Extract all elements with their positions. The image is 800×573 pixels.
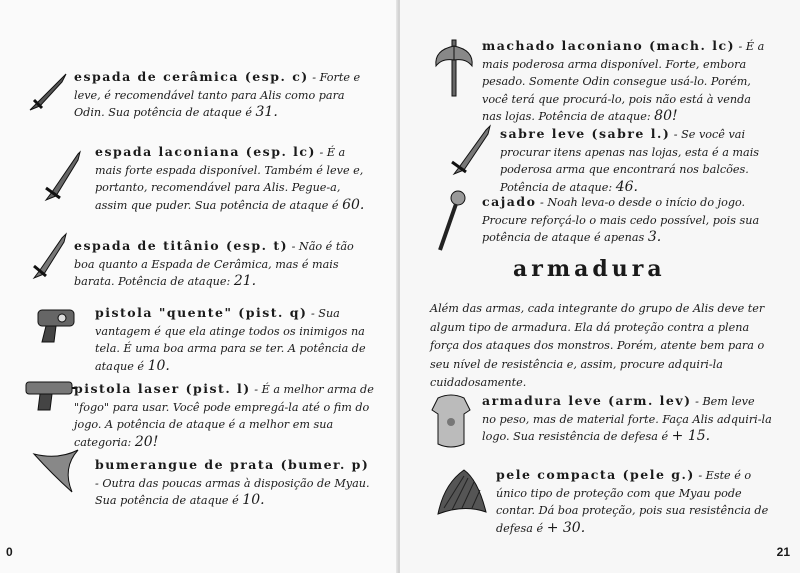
heat-gun-icon [32, 302, 82, 346]
item-name: sabre leve (sabre l.) [500, 126, 671, 141]
weapon-entry [74, 380, 374, 451]
item-description: - Outra das poucas armas à disposição de Myau. Sua potência de ataque é [95, 476, 370, 507]
item-stat: 10. [147, 357, 170, 374]
item-stat: 46. [615, 178, 638, 195]
armor-entry [482, 392, 772, 446]
item-stat: 3. [647, 229, 662, 245]
weapon-entry [74, 237, 374, 291]
fur-icon [434, 464, 490, 518]
weapon-entry [95, 304, 375, 375]
item-stat: + 30. [546, 519, 586, 536]
item-name: cajado [482, 194, 537, 209]
weapon-entry [482, 37, 772, 126]
weapon-entry [95, 143, 375, 214]
laser-gun-icon [22, 376, 78, 416]
item-stat: 10. [242, 492, 265, 508]
item-description: - Não é tão boa quanto a Espada de Cerâmica, mas é mais barata. Potência de ataque: [74, 240, 354, 288]
axe-icon [430, 36, 478, 98]
item-description: - Noah leva-o desde o início do jogo. Procure reforçá-lo o mais cedo possível, pois sua potência de ataque é apenas [482, 196, 760, 244]
item-description: - Se você vai procurar itens apenas nas lojas, esta é a mais poderosa arma que encontrará nos balcões. Potência de ataque: [500, 128, 760, 194]
right-page [400, 0, 800, 573]
boomerang-icon [28, 446, 84, 496]
item-description: - É a melhor arma de "fogo" para usar. Você pode empregá-la até o fim do jogo. A potência de ataque é a melhor em sua categoria: [74, 383, 374, 449]
item-description: - Bem leve no peso, mas de material forte. Faça Alis adquiri-la logo. Sua resistência de defesa é [482, 395, 772, 443]
weapon-entry [74, 68, 374, 122]
item-description: - Este é o único tipo de proteção com que Myau pode contar. Dá boa proteção, pois sua resistência de defesa é [496, 469, 769, 535]
item-name: espada de titânio (esp. t) [74, 238, 289, 253]
item-description: - Sua vantagem é que ela atinge todos os inimigos na tela. É uma boa arma para se ter. A potência de ataque é [95, 307, 366, 373]
item-name: espada de cerâmica (esp. c) [74, 69, 309, 84]
item-stat: 80! [654, 108, 678, 124]
item-description: - É a mais forte espada disponível. Também é leve e, portanto, recomendável para Alis. Pegue-a, assim que puder. Sua potência de ataque é [95, 146, 364, 212]
armor-entry [496, 466, 772, 537]
item-name: pistola "quente" (pist. q) [95, 305, 308, 320]
long-sword-icon [40, 148, 84, 204]
item-stat: + 15. [671, 428, 711, 444]
item-name: bumerangue de prata (bumer. p) [95, 457, 370, 472]
titanium-sword-icon [26, 228, 70, 284]
saber-icon [446, 122, 494, 178]
item-stat: 20! [134, 433, 159, 450]
section-heading: armadura [513, 256, 666, 282]
item-stat: 21. [233, 273, 257, 289]
weapon-entry [500, 125, 770, 196]
item-name: machado laconiano (mach. lc) [482, 38, 735, 53]
section-intro: Além das armas, cada integrante do grupo de Alis deve ter algum tipo de armadura. Ela dá proteção contra a plena força dos ataques dos monstros. Porém, atente bem para o seu nível de resistência e, assim, procure adquiri-la cuidadosamente. [430, 302, 765, 389]
item-name: pistola laser (pist. l) [74, 381, 251, 396]
page-number: 21 [776, 545, 790, 559]
weapon-entry [95, 456, 375, 510]
item-name: pele compacta (pele g.) [496, 467, 695, 482]
item-description: - Forte e leve, é recomendável tanto para Alis como para Odin. Sua potência de ataque é [74, 71, 361, 119]
weapon-entry [482, 193, 772, 247]
item-description: - É a mais poderosa arma disponível. Forte, embora pesado. Somente Odin consegue usá-lo. Porém, você terá que procurá-lo, pois não está à venda nas lojas. Potência de ataque: [482, 40, 765, 123]
page-number: 0 [6, 545, 13, 559]
light-armor-icon [428, 392, 474, 450]
item-stat: 60. [342, 196, 365, 213]
item-stat: 31. [255, 104, 278, 120]
staff-icon [432, 188, 472, 252]
item-name: armadura leve (arm. lev) [482, 393, 692, 408]
item-name: espada laconiana (esp. lc) [95, 144, 316, 159]
dagger-icon [26, 68, 72, 114]
